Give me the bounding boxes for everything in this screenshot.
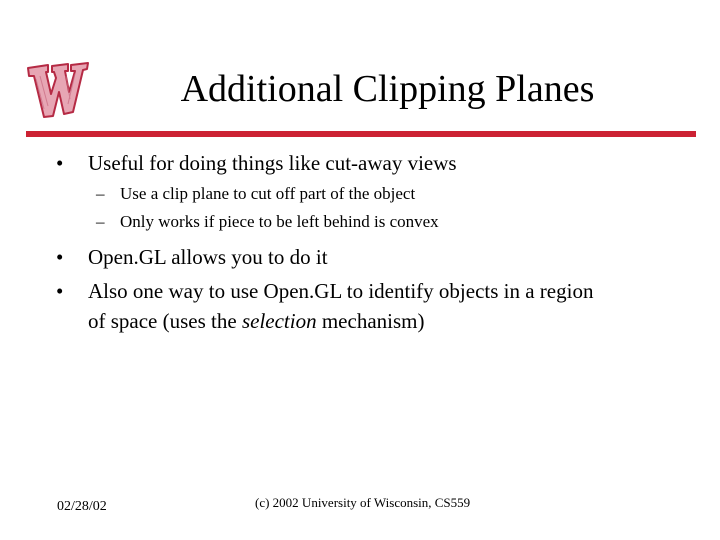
bullet-text-line2: [88, 306, 424, 336]
bullet-text-line1: Also one way to use Open.GL to identify objects in a region: [88, 279, 594, 303]
bullet-icon: •: [56, 151, 64, 175]
emphasis-selection: selection: [241, 309, 317, 333]
bullet-text-segment: mechanism): [316, 309, 425, 333]
dash-icon: –: [96, 212, 105, 231]
bullet-text-segment: of space (uses the: [88, 309, 242, 333]
bullet-icon: •: [56, 245, 64, 269]
title-underline: [26, 131, 696, 137]
dash-icon: –: [96, 184, 105, 203]
slide-title: Additional Clipping Planes: [180, 68, 595, 110]
wisconsin-w-logo: [22, 54, 92, 124]
logo-w-shape: [28, 63, 88, 117]
sub-bullet-text: Use a clip plane to cut off part of the object: [120, 184, 416, 203]
bullet-icon: •: [56, 279, 64, 303]
bullet-text: Open.GL allows you to do it: [88, 245, 328, 269]
footer-date: 02/28/02: [57, 499, 107, 514]
sub-bullet-text: Only works if piece to be left behind is convex: [120, 212, 439, 231]
bullet-text: Useful for doing things like cut-away views: [88, 151, 457, 175]
footer-copyright: (c) 2002 University of Wisconsin, CS559: [255, 495, 471, 510]
